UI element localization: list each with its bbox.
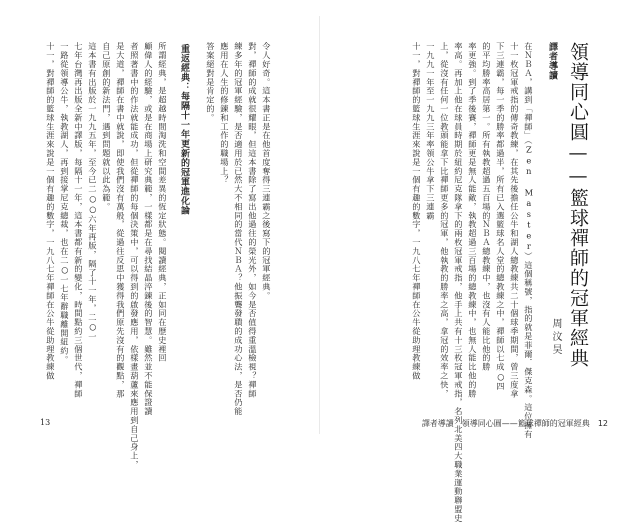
running-head: 譯者導讀 領導同心圓——籃球禪師的冠軍經典 [421,419,590,428]
body-line: 十一，對禪師的籃球生涯來說是一個有趣的數字，一九八七年禪師在公牛從助理教練做 [45,42,56,381]
right-page [320,0,640,523]
chapter-kicker: 譯者導讀 [547,42,557,80]
body-line: 在ＮＢＡ，講到「禪師」（Zen Master）這個稱號，指的就是菲爾．傑克森。這位擁有 [523,42,534,439]
author-name: 周汶昊 [550,318,561,357]
section-heading: 重返經典：每隔十一年更新的冠軍進化論 [179,44,189,215]
body-line: 應用在人生的修鍊和工作的職場上？ [219,42,230,185]
left-page-number: 13 [40,418,51,427]
body-line: 率高。再加上他在球員時期於紐約尼克隊拿下的兩枚冠軍戒指，他手上共有十三枚冠軍戒指，名列北美四大職業運動聯盟史 [453,42,464,523]
body-line: 所謂經典，是超越時間淘洗和空間差異的恆定狀態。閱讀經典，正如同在歷史裡回 [157,42,168,363]
body-line: 是大道，禪師在書中就說，即使我們沒有萬般，從過往反思中獲得我們原先沒有的觀點，那 [115,42,126,398]
body-line: 一路從領導公牛，執教湖人，再到接掌尼克總裁，也在二○一七年辭職離開紐約。 [59,42,70,365]
body-line: 下三連霸，每一季的勝率都過半，所有已入選籃球名人堂的總教練之中，禪師以七成○四 [495,42,506,391]
body-line: 上，從沒有任何一位教頭能拿下比禪師更多的冠軍，他執教的勝率之高，拿冠的效率之快， [439,42,450,398]
body-line: 自己原創的新法門，遇到問題就以此為範。 [101,42,112,212]
running-footer [422,418,608,429]
body-line: 率更強。到了季後賽，禪師更是無人能敵，執教超過三百場的總教練中，也無人能比他的勝 [467,42,478,398]
page-gutter [319,16,320,434]
chapter-title: 領導同心圓——籃球禪師的冠軍經典 [567,42,589,368]
body-line: 一九九一年至一九九三年率領公牛拿下三連霸 [425,42,436,220]
body-line: 顧偉人的經驗，或是在商場上研究典範，一樣都是在尋找結晶淬鍊後的智慧。雖然並不能保證讀 [143,42,154,416]
body-line: 七年台灣再出版全新中譯版，每隔十一年，這本書都有新的變化，時間點約三個世代，禪師 [73,42,84,398]
body-line: 對，禪師的成就很耀眼，但這本書除了寫出他過往的榮光外，如今是否值得重溫檢視？禪師 [247,42,258,398]
body-line: 者照著書中的作法就能成功，但從禪師的每個決策中，可以得到的啟發應用，依樣畫葫蘆來應用到自己身上， [129,42,140,470]
body-line: 令人好奇。這本書正是在他首度奪得三連霸之後寫下的冠軍經典。 [261,42,272,301]
body-line: 十一枚冠軍戒指的傳奇教練，在其先後擔任公牛和湖人總教練共二十個球季期間，曾三度拿 [509,42,520,398]
body-line: 這本書有出版於一九九五年，至今已二○○六年再版，隔了十一年，二○一 [87,42,98,342]
body-line: 十一，對禪師的籃球生涯來說是一個有趣的數字，一九八七年禪師在公牛從助理教練做 [411,42,422,381]
right-page-number: 12 [597,419,608,428]
body-line: 的平均勝率高居第一。所有執教超過五百場的ＮＢＡ總教練中，也沒有人能比他的勝 [481,42,492,372]
body-line: 答案絕對是肯定的。 [205,42,216,123]
body-line: 練多年的冠軍經驗，是否適用於已然大不相同的當代ＮＢＡ？他振聾發聵的成功心法，是否仍能 [233,42,244,416]
